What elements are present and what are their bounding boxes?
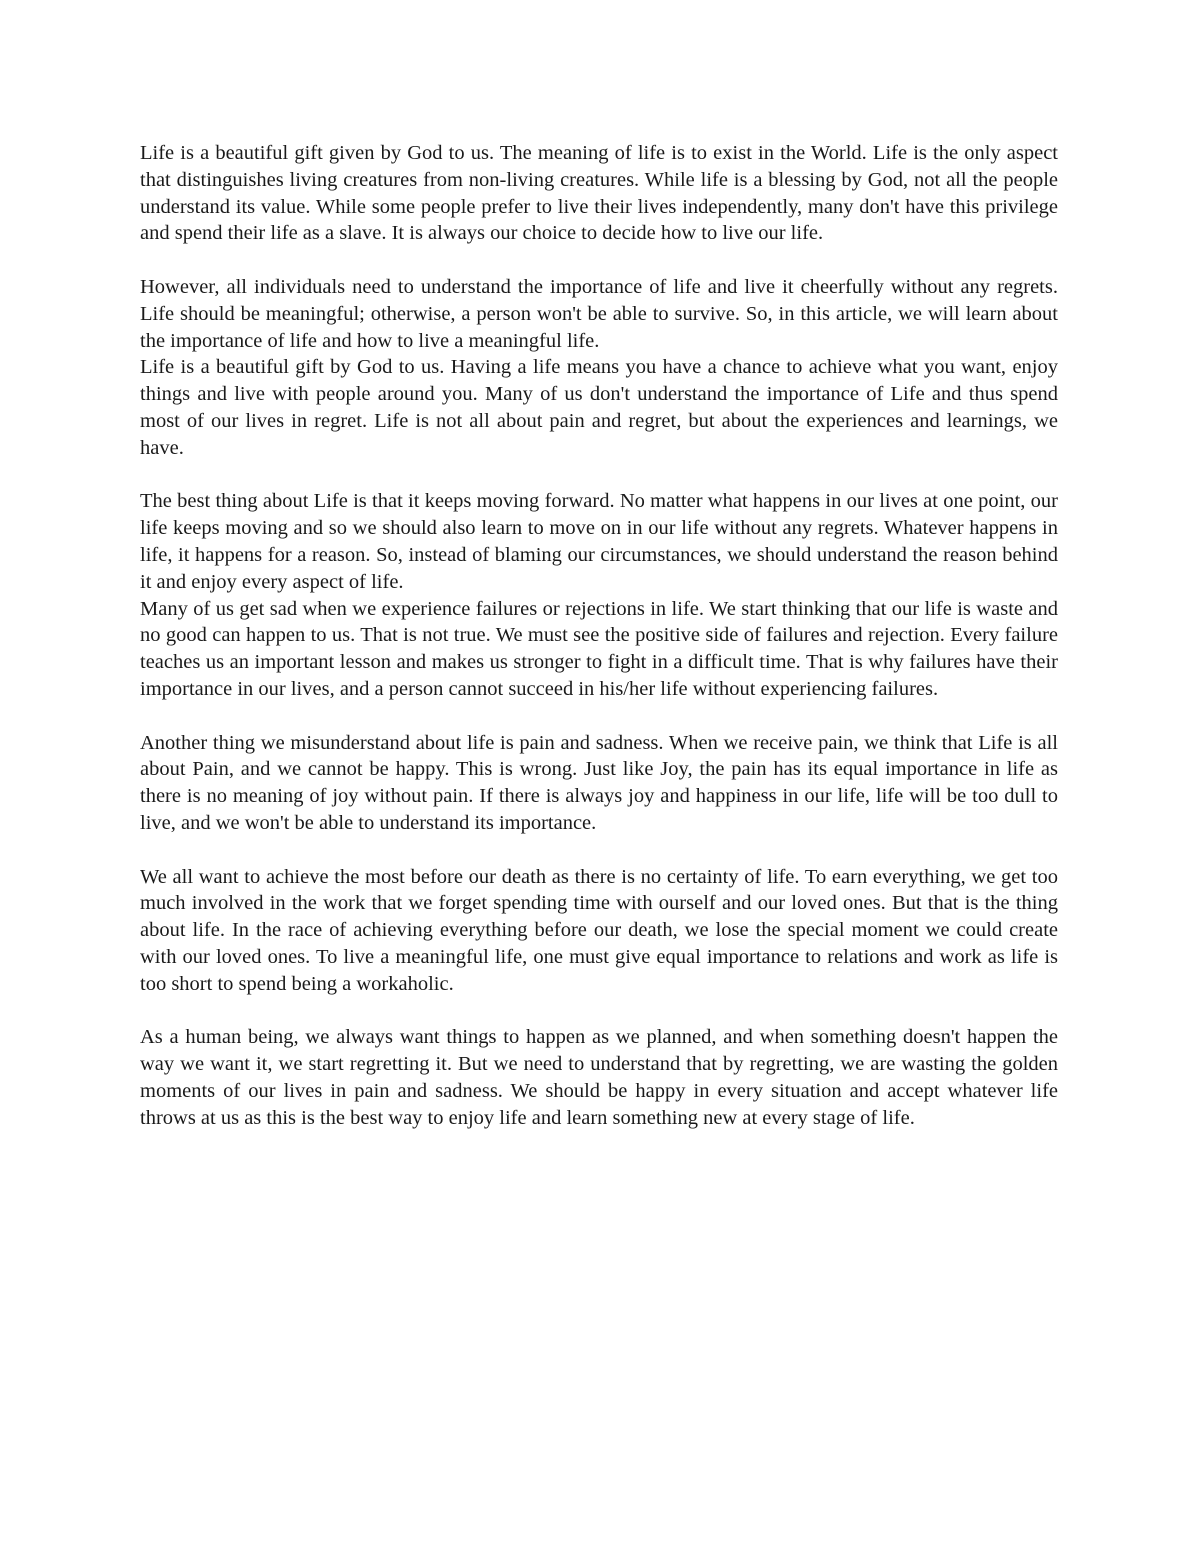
paragraph-2: However, all individuals need to understand the importance of life and live it cheerfully without any regrets. Life should be meaningful; otherwise, a person won't be able to survive. So, in this article, we will learn about the importance of life and how to live a meaningful life. [140, 275, 1058, 352]
paragraph-5: Many of us get sad when we experience failures or rejections in life. We start thinking that our life is waste and no good can happen to us. That is not true. We must see the positive side of failures and rejection. Every failure teaches us an important lesson and makes us stronger to fight in a difficult time. That is why failures have their importance in our lives, and a person cannot succeed in his/her life without experiencing failures. [140, 597, 1058, 700]
paragraph-spacer [140, 462, 1058, 489]
paragraph-8: As a human being, we always want things to happen as we planned, and when something doesn't happen the way we want it, we start regretting it. But we need to understand that by regretting, we are wasting the golden moments of our lives in pain and sadness. We should be happy in every situation and accept whatever life throws at us as this is the best way to enjoy life and learn something new at every stage of life. [140, 1026, 1058, 1129]
paragraph-spacer [140, 998, 1058, 1025]
document-page [140, 140, 1058, 1131]
paragraph-1: Life is a beautiful gift given by God to us. The meaning of life is to exist in the World. Life is the only aspect that distinguishes living creatures from non-living creatures. While life is a blessing by God, not all the people understand its value. While some people prefer to live their lives independently, many don't have this privilege and spend their life as a slave. It is always our choice to decide how to live our life. [140, 142, 1058, 245]
paragraph-3: Life is a beautiful gift by God to us. Having a life means you have a chance to achieve what you want, enjoy things and live with people around you. Many of us don't understand the importance of Life and thus spend most of our lives in regret. Life is not all about pain and regret, but about the experiences and learnings, we have. [140, 356, 1058, 459]
paragraph-spacer [140, 837, 1058, 864]
paragraph-7: We all want to achieve the most before our death as there is no certainty of life. To earn everything, we get too much involved in the work that we forget spending time with ourself and our loved ones. But that is the thing about life. In the race of achieving everything before our death, we lose the special moment we could create with our loved ones. To live a meaningful life, one must give equal importance to relations and work as life is too short to spend being a workaholic. [140, 865, 1058, 995]
paragraph-6: Another thing we misunderstand about life is pain and sadness. When we receive pain, we think that Life is all about Pain, and we cannot be happy. This is wrong. Just like Joy, the pain has its equal importance in life as there is no meaning of joy without pain. If there is always joy and happiness in our life, life will be too dull to live, and we won't be able to understand its importance. [140, 731, 1058, 834]
paragraph-spacer [140, 247, 1058, 274]
paragraph-spacer [140, 703, 1058, 730]
paragraph-4: The best thing about Life is that it keeps moving forward. No matter what happens in our lives at one point, our life keeps moving and so we should also learn to move on in our life without any regrets. Whatever happens in life, it happens for a reason. So, instead of blaming our circumstances, we should understand the reason behind it and enjoy every aspect of life. [140, 490, 1058, 593]
